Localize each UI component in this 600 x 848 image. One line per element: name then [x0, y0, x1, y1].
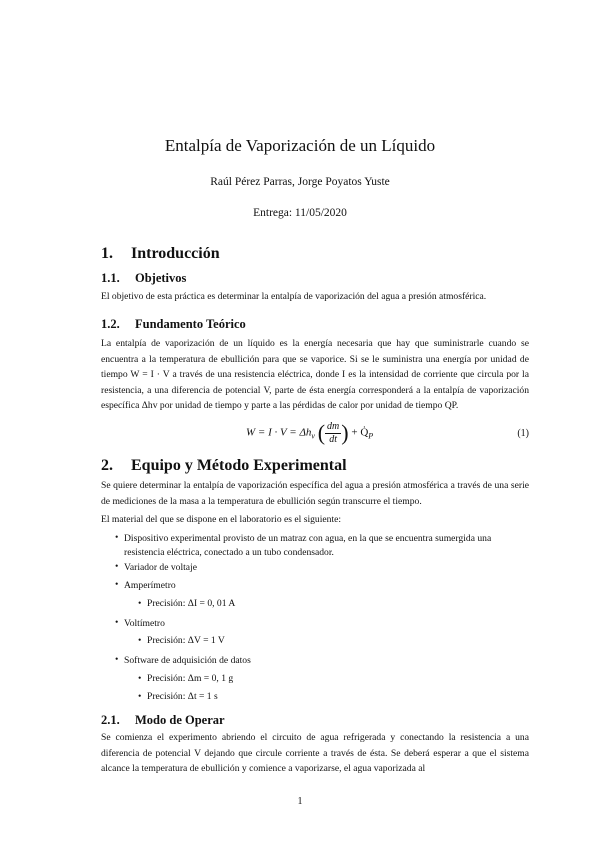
- bullet-icon: •: [115, 561, 119, 572]
- section-number: 2.: [101, 457, 113, 474]
- sub-list-item-text: Precisión: ΔI = 0, 01 A: [147, 598, 236, 609]
- bullet-icon: •: [138, 673, 142, 684]
- list-item-text: Voltímetro: [124, 618, 165, 629]
- subsection-heading-objetivos: [101, 271, 186, 286]
- bullet-icon: •: [115, 617, 119, 628]
- bullet-icon: •: [115, 532, 119, 543]
- bullet-icon: •: [115, 654, 119, 665]
- sub-list-item-text: Precisión: Δt = 1 s: [147, 691, 218, 702]
- left-paren: (: [317, 420, 326, 445]
- equation-1: [101, 418, 529, 450]
- subsection-title: Modo de Operar: [135, 713, 225, 727]
- list-item-text: Software de adquisición de datos: [124, 655, 251, 666]
- paragraph-objetivos: El objetivo de esta práctica es determinar la entalpía de vaporización del agua a presión atmosférica.: [101, 291, 487, 302]
- paragraph-modo-operar: Se comienza el experimento abriendo el circuito de agua refrigerada y conectando la resistencia a una diferencia de potencial V dejando que circule corriente a través de ésta. Se deberá esperar a que el sistema alcance la temperatura de ebullición y comience a vaporizarse, el agua vaporizada al: [101, 732, 529, 775]
- sub-list-item-text: Precisión: ΔV = 1 V: [147, 635, 225, 646]
- section-title: Introducción: [131, 245, 220, 262]
- subsection-title: Fundamento Teórico: [135, 317, 246, 331]
- sub-list-item-text: Precisión: Δm = 0, 1 g: [147, 673, 234, 684]
- subsection-number: 2.1.: [101, 713, 120, 727]
- bullet-icon: •: [115, 579, 119, 590]
- fraction-denominator: dt: [329, 433, 338, 445]
- section-heading-equipo: [101, 457, 347, 475]
- paragraph-equipo-intro: Se quiere determinar la entalpía de vaporización específica del agua a presión atmosférica a través de una serie de mediciones de la masa a la temperatura de ebullición según transcurre el tiempo.: [101, 480, 529, 507]
- bullet-icon: •: [138, 598, 142, 609]
- list-item-text: Amperímetro: [124, 580, 176, 591]
- subsection-heading-fundamento: [101, 317, 246, 332]
- paper-title: Entalpía de Vaporización de un Líquido: [164, 136, 436, 155]
- fraction-numerator: dm: [327, 420, 340, 432]
- paragraph-material-intro: El material del que se dispone en el laboratorio es el siguiente:: [101, 514, 342, 525]
- equation-rhs: + Q̇: [351, 426, 369, 439]
- subsection-heading-modo-operar: [101, 713, 225, 728]
- section-number: 1.: [101, 245, 113, 262]
- paper-authors: Raúl Pérez Parras, Jorge Poyatos Yuste: [210, 176, 390, 188]
- bullet-icon: •: [138, 691, 142, 702]
- equation-rhs-subscript: P: [368, 431, 374, 441]
- equation-body: [246, 420, 373, 446]
- bullet-icon: •: [138, 635, 142, 646]
- equation-subscript: v: [311, 431, 315, 441]
- paragraph-fundamento-teorico: La entalpía de vaporización de un líquido es la energía necesaria que hay que suministrarle cuando se encuentra a la temperatura de ebullición para que se vaporice. Si se le suministra una energía por unidad de tiempo W = I · V a través de una resistencia eléctrica, donde I es la intensidad de corriente que circula por la resistencia, a una diferencia de potencial V, parte de ésta energía corresponderá a la entalpía de vaporización específica Δhv por unidad de tiempo y parte a las pérdidas de calor por unidad de tiempo QP.: [101, 338, 529, 412]
- equation-fraction: [325, 421, 341, 446]
- right-paren: ): [341, 420, 349, 445]
- equation-number: (1): [517, 428, 529, 439]
- page-number: 1: [297, 796, 303, 807]
- submission-date: Entrega: 11/05/2020: [253, 207, 347, 219]
- section-heading-introduccion: [101, 245, 220, 263]
- equation-lhs: W = I · V = Δh: [246, 426, 312, 439]
- list-item-text: Dispositivo experimental provisto de un matraz con agua, en la que se encuentra sumergida una resistencia eléctrica, conectado a un tubo condensador.: [124, 533, 492, 558]
- subsection-title: Objetivos: [135, 271, 187, 285]
- section-title: Equipo y Método Experimental: [131, 457, 347, 474]
- subsection-number: 1.2.: [101, 317, 120, 331]
- subsection-number: 1.1.: [101, 271, 120, 285]
- list-item-text: Variador de voltaje: [124, 562, 197, 573]
